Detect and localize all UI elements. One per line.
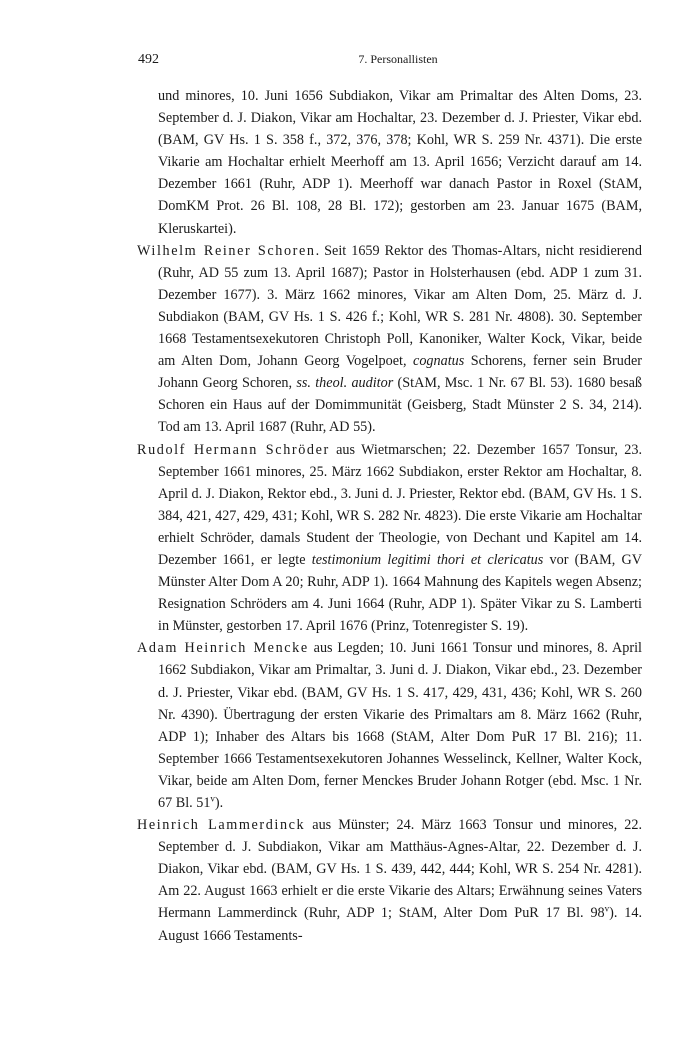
entry-text: aus Münster; 24. März 1663 Tonsur und minores, 22. September d. J. Subdiakon, Vikar am Matthäus-Agnes-Altar, 22. Dezember d. J. Diakon, Vikar ebd. (BAM, GV Hs. 1 S. 439, 442, 444; Kohl, WR S. 254 Nr. 4281). Am 22. August 1663 erhielt er die erste Vikarie des Altars; Erwähnung seines Vaters Hermann Lammerdinck (Ruhr, ADP 1; StAM, Alter Dom PuR 17 Bl. 98 <box>158 817 642 922</box>
entry-text: . Seit 1659 Rektor des Thomas-Altars, nicht residierend (Ruhr, AD 55 zum 13. April 1687); Pastor in Holsterhausen (ebd. ADP 1 zum 31. Dezember 1677). 3. März 1662 minores, Vikar am Alten Dom, 25. März d. J. Subdiakon (BAM, GV Hs. 1 S. 426 f.; Kohl, WR S. 281 Nr. 4808). 30. September 1668 Testamentsexekutoren Christoph Poll, Kanoniker, Walter Kock, Vikar, beide am Alten Dom, Johann Georg Vogelpoet, <box>158 242 642 370</box>
entry-continuation <box>137 85 642 240</box>
entry-text: (StAM, Msc. 1 Nr. 67 Bl. 53). 1680 besaß Schoren ein Haus auf der Domimmunität (Geisberg, Stadt Münster 2 S. 34, 214). Tod am 13. April 1687 (Ruhr, AD 55). <box>158 375 642 436</box>
entry-schoren <box>137 240 642 439</box>
page-number: 492 <box>138 52 159 67</box>
entry-mencke <box>137 637 642 814</box>
page-body <box>137 85 642 947</box>
entry-text: aus Legden; 10. Juni 1661 Tonsur und minores, 8. April 1662 Subdiakon, Vikar am Primaltar, 3. Juni d. J. Diakon, Vikar ebd., 23. Dezember d. J. Priester, Vikar ebd. (BAM, GV Hs. 1 S. 417, 429, 431, 436; Kohl, WR S. 260 Nr. 4390). Übertragung der ersten Vikarie des Primaltars am 8. März 1662 (Ruhr, ADP 1); Inhaber des Altars bis 1668 (StAM, Alter Dom PuR 17 Bl. 216); 11. September 1666 Testamentsexekutoren Johannes Wesselinck, Kellner, Walter Kock, Vikar, beide am Alten Dom, ferner Menckes Bruder Johann Rotger (ebd. Msc. 1 Nr. 67 Bl. 51 <box>158 640 642 811</box>
running-head: 7. Personallisten <box>358 52 438 66</box>
superscript: v <box>210 793 215 804</box>
person-name: Wilhelm Reiner Schoren <box>137 242 316 259</box>
person-name: Adam Heinrich Mencke <box>137 640 309 657</box>
superscript: v <box>604 903 610 914</box>
entry-lammerdinck <box>137 814 642 947</box>
entry-text: und minores, 10. Juni 1656 Subdiakon, Vikar am Primaltar des Alten Doms, 23. September d. J. Diakon, Vikar am Hochaltar, 23. Dezember d. J. Priester, Vikar ebd. (BAM, GV Hs. 1 S. 358 f., 372, 376, 378; Kohl, WR S. 259 Nr. 4371). Die erste Vikarie am Hochaltar erhielt Meerhoff am 13. April 1656; Verzicht darauf am 14. Dezember 1661 (Ruhr, ADP 1). Meerhoff war danach Pastor in Roxel (StAM, DomKM Prot. 26 Bl. 108, 28 Bl. 172); gestorben am 23. Januar 1675 (BAM, Kleruskartei). <box>158 88 642 237</box>
entry-schroeder <box>137 439 642 638</box>
entry-text: ). 14. August 1666 Testaments- <box>158 905 642 944</box>
person-name: Heinrich Lammerdinck <box>137 817 306 834</box>
entry-text: aus Wietmarschen; 22. Dezember 1657 Tonsur, 23. September 1661 minores, 25. März 1662 Subdiakon, erster Rektor am Hochaltar, 8. April d. J. Diakon, Rektor ebd., 3. Juni d. J. Priester, Rektor ebd. (BAM, GV Hs. 1 S. 384, 421, 427, 429, 431; Kohl, WR S. 282 Nr. 4823). Die erste Vikarie am Hochaltar erhielt Schröder, damals Student der Theologie, von Dechant und Kapitel am 14. Dezember 1661, er legte <box>158 441 642 568</box>
entry-text: vor (BAM, GV Münster Alter Dom A 20; Ruhr, ADP 1). 1664 Mahnung des Kapitels wegen Absenz; Resignation Schröders am 4. Juni 1664 (Ruhr, ADP 1). Später Vikar zu S. Lamberti in Münster, gestorben 17. April 1676 (Prinz, Totenregister S. 19). <box>158 551 643 635</box>
entry-italic-term: testimonium legitimi thori et clericatus <box>311 551 544 568</box>
entry-italic-term: ss. theol. auditor <box>296 375 394 392</box>
person-name: Rudolf Hermann Schröder <box>137 441 330 458</box>
entry-italic-term: cognatus <box>413 353 465 370</box>
entry-text: Schorens, ferner sein Bruder Johann Georg Schoren, <box>158 353 642 392</box>
entry-text: ). <box>214 795 224 811</box>
